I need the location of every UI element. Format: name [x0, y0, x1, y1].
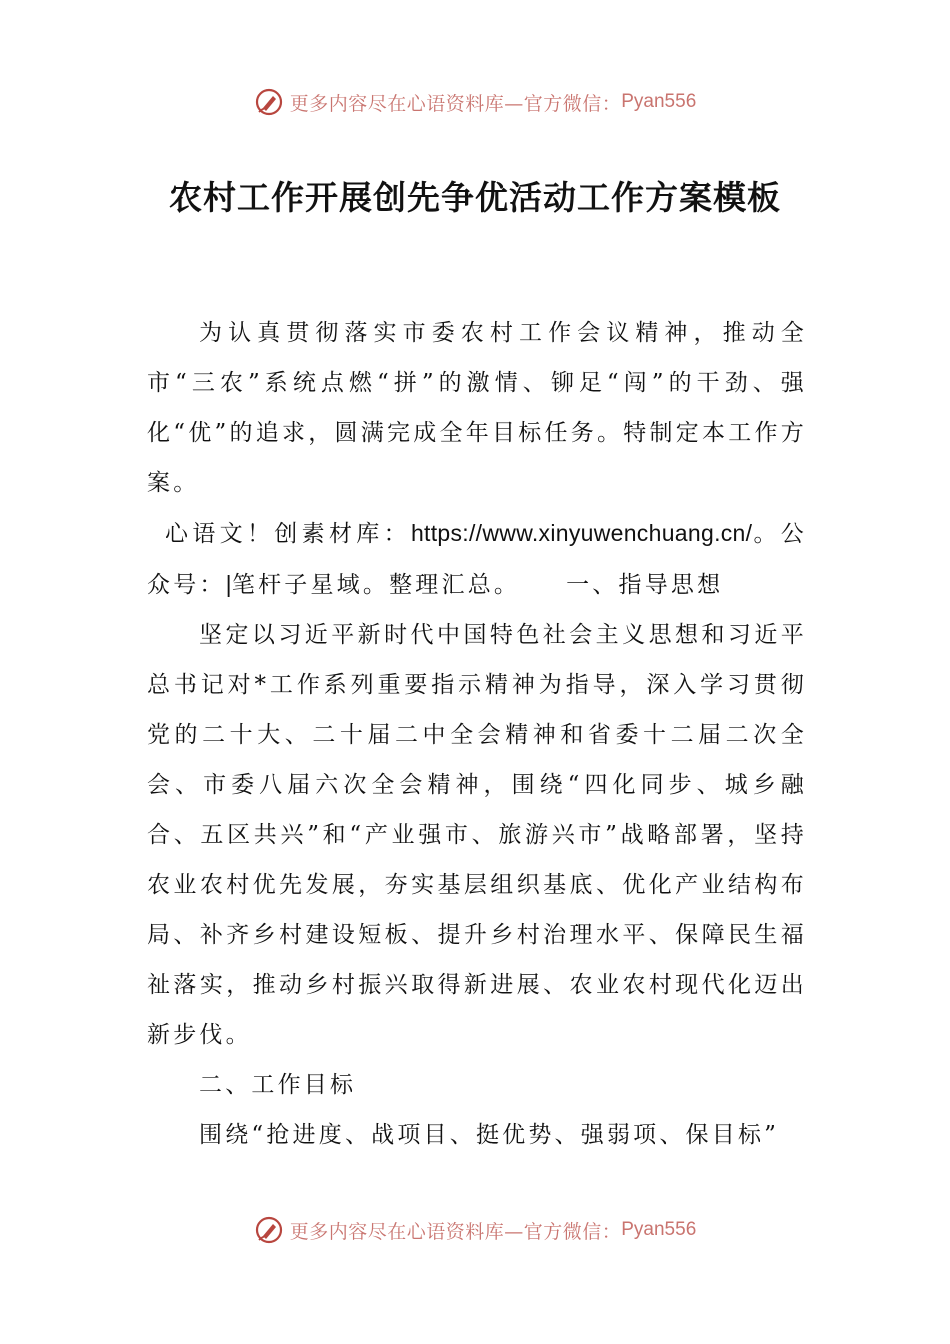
pen-nib-icon: [254, 87, 284, 117]
source-bar: |: [225, 571, 232, 597]
section1-heading: 一、指导思想: [566, 572, 724, 598]
intro-paragraph: 为认真贯彻落实市委农村工作会议精神，推动全市“三农”系统点燃“拼”的激情、铆足“闯”的干劲、强化“优”的追求，圆满完成全年目标任务。特制定本工作方案。: [147, 320, 807, 496]
source-suffix: 笔杆子星域。整理汇总。: [231, 572, 521, 598]
wechat-id: Pyan556: [621, 91, 697, 112]
section2-heading: 二、工作目标: [199, 1072, 357, 1098]
footer-banner: [0, 1210, 950, 1250]
pen-nib-icon: [254, 1215, 284, 1245]
source-url-link[interactable]: https://www.xinyuwenchuang.cn/: [410, 520, 753, 546]
header-banner: [0, 82, 950, 122]
source-mid: 。公众号：: [147, 521, 807, 598]
document-title: 农村工作开展创先争优活动工作方案模板: [169, 178, 781, 217]
banner-text: 更多内容尽在心语资料库—官方微信：: [289, 1220, 622, 1243]
guiding-paragraph: 坚定以习近平新时代中国特色社会主义思想和习近平总书记对*工作系列重要指示精神为指导，深入学习贯彻党的二十大、二十届二中全会精神和省委十二届二次全会、市委八届六次全会精神，围绕“四化同步、城乡融合、五区共兴”和“产业强市、旅游兴市”战略部署，坚持农业农村优先发展，夯实基层组织基底、优化产业结构布局、补齐乡村建设短板、提升乡村治理水平、保障民生福祉落实，推动乡村振兴取得新进展、农业农村现代化迈出新步伐。: [147, 622, 807, 1048]
source-prefix: 心语文！创素材库：: [165, 521, 411, 547]
document-body: [147, 308, 807, 1160]
source-paragraph: [147, 508, 807, 610]
wechat-id: Pyan556: [621, 1219, 697, 1240]
banner-text: 更多内容尽在心语资料库—官方微信：: [289, 92, 622, 115]
goal-paragraph: 围绕“抢进度、战项目、挺优势、强弱项、保目标”: [199, 1122, 780, 1148]
